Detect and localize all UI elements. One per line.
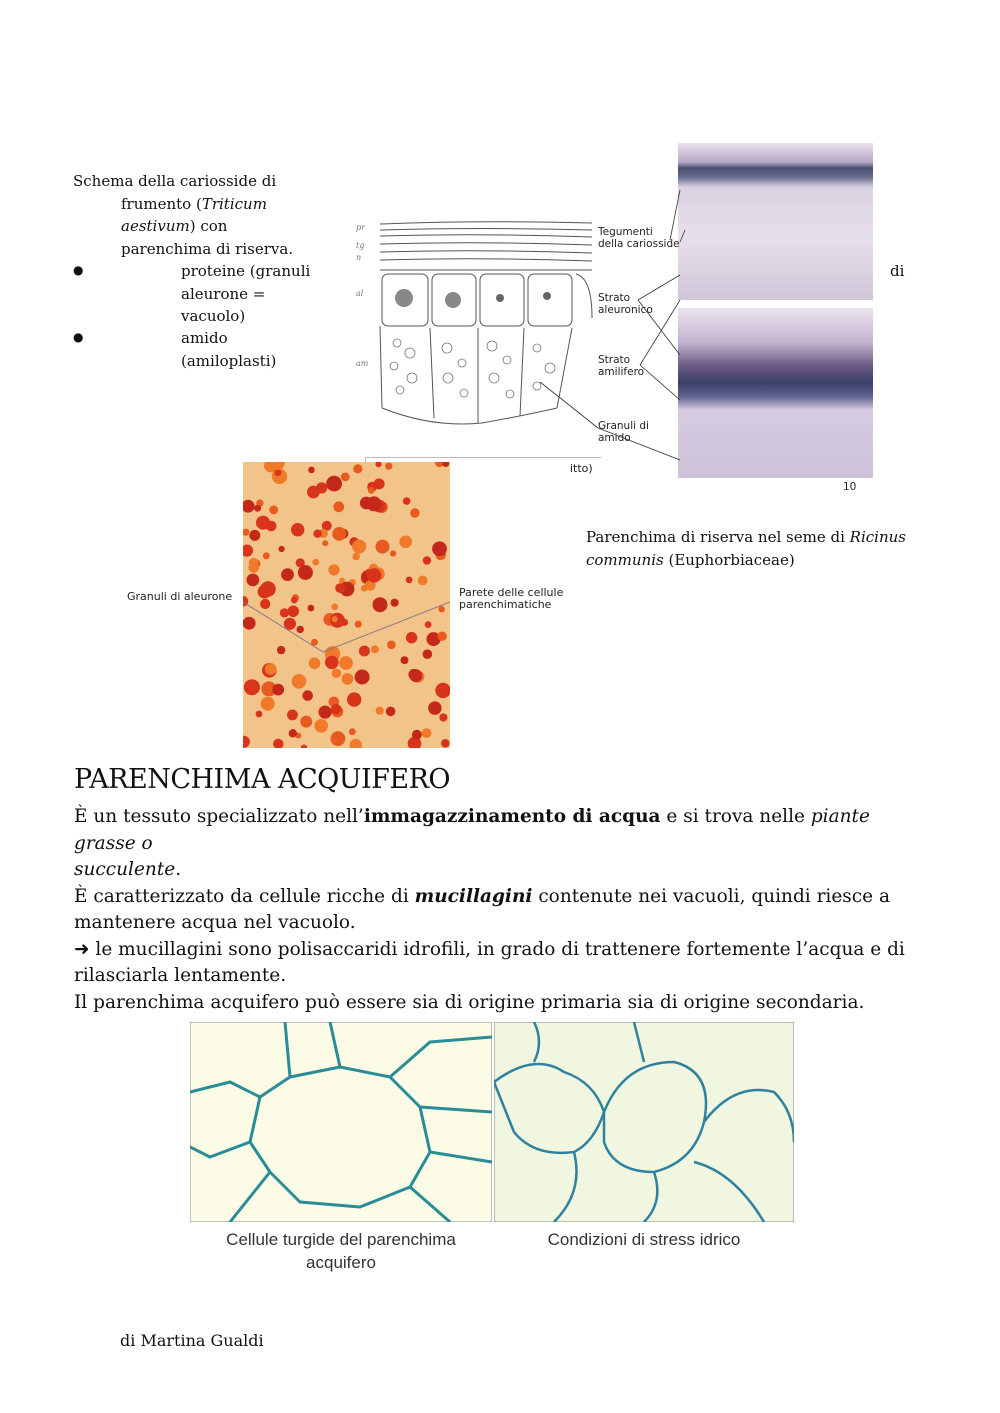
label-text: amido bbox=[598, 432, 631, 444]
text: le mucillagini sono polisaccaridi idrofili, in grado di trattenere fortemente l’acqua e di bbox=[89, 938, 905, 960]
aleurone-grain bbox=[275, 469, 282, 476]
label-text: amilifero bbox=[598, 366, 645, 378]
aleurone-grain bbox=[269, 506, 278, 515]
aleurone-grain bbox=[258, 585, 272, 599]
aleurone-grain bbox=[347, 692, 361, 706]
aleurone-grain bbox=[280, 608, 289, 617]
aleurone-grain bbox=[254, 505, 261, 512]
aleurone-grain bbox=[332, 527, 346, 541]
species-epithet: communis bbox=[586, 550, 664, 569]
bullet-text: vacuolo) bbox=[181, 307, 246, 325]
text: . bbox=[175, 859, 182, 880]
aleurone-grain bbox=[297, 626, 304, 633]
micrograph-caryopsis-bottom bbox=[678, 308, 873, 478]
aleurone-grain bbox=[331, 603, 338, 610]
aleurone-grain bbox=[355, 670, 370, 685]
aleurone-grain bbox=[256, 516, 270, 530]
bullet-text: aleurone = bbox=[181, 284, 266, 303]
aleurone-grain bbox=[386, 707, 396, 717]
aleurone-grain bbox=[352, 540, 366, 554]
side-letter: am bbox=[356, 359, 369, 368]
label-text: Tegumenti bbox=[598, 226, 653, 238]
aleurone-grain bbox=[339, 656, 353, 670]
caption-line bbox=[73, 215, 333, 238]
aleurone-grain bbox=[406, 577, 413, 584]
aleurone-grain bbox=[249, 530, 260, 541]
caption-line: Schema della cariosside di bbox=[73, 172, 277, 190]
aleurone-grain bbox=[432, 541, 447, 556]
aleurone-grain bbox=[256, 711, 263, 718]
aleurone-grain bbox=[243, 617, 256, 630]
italic-text: succulente bbox=[74, 859, 176, 880]
species-genus: Ricinus bbox=[849, 528, 906, 546]
label-text: Granuli di bbox=[598, 420, 649, 432]
aleurone-grain bbox=[367, 568, 381, 582]
aleurone-grain bbox=[319, 706, 332, 719]
bold-text: immagazzinamento di acqua bbox=[363, 806, 661, 827]
arrow-icon: ➜ bbox=[74, 938, 90, 960]
aleurone-grain bbox=[441, 739, 450, 748]
aleurone-grain bbox=[355, 621, 362, 628]
label-granuli-aleurone: Granuli di aleurone bbox=[127, 590, 233, 603]
aleurone-grain bbox=[341, 473, 350, 482]
side-letter: n bbox=[356, 253, 362, 262]
aleurone-grain bbox=[287, 606, 299, 618]
aleurone-grain bbox=[390, 550, 396, 556]
aleurone-grain bbox=[313, 530, 321, 538]
aleurone-grain bbox=[326, 476, 342, 492]
species-genus: Triticum bbox=[201, 194, 267, 213]
aleurone-grain bbox=[376, 540, 390, 554]
aleurone-grain bbox=[331, 731, 346, 746]
aleurone-grain bbox=[333, 501, 344, 512]
aleurone-grain bbox=[401, 656, 409, 664]
aleurone-grain bbox=[292, 674, 307, 689]
aleurone-grain bbox=[265, 663, 277, 675]
aleurone-grain bbox=[418, 576, 428, 586]
aleurone-grain bbox=[335, 583, 345, 593]
label-parete-cellule bbox=[459, 587, 563, 611]
aleurone-grain bbox=[261, 697, 275, 711]
aleurone-grain bbox=[371, 645, 379, 653]
bullet-text: proteine (granuli bbox=[181, 262, 311, 280]
aleurone-grain bbox=[359, 646, 370, 657]
aleurone-grain bbox=[422, 728, 432, 738]
aleurone-grain bbox=[260, 599, 270, 609]
bold-italic-text: mucillagini bbox=[414, 885, 533, 907]
aleurone-grain bbox=[352, 553, 360, 561]
aleurone-grain bbox=[322, 540, 328, 546]
text: contenute nei vacuoli, quindi riesce a bbox=[532, 885, 891, 907]
aleurone-grain bbox=[307, 486, 320, 499]
aleurone-grain bbox=[428, 701, 441, 714]
aleurone-grain bbox=[309, 658, 321, 670]
aleurone-grain bbox=[373, 597, 388, 612]
paragraph-2 bbox=[74, 884, 934, 937]
aleurone-grain bbox=[332, 616, 338, 622]
water-caption-right: Condizioni di stress idrico bbox=[547, 1230, 741, 1249]
text: È caratterizzato da cellule ricche di bbox=[74, 885, 415, 907]
label-text: parenchimatiche bbox=[459, 598, 552, 611]
bullet-item-proteins bbox=[181, 260, 321, 328]
aleurone-grain bbox=[247, 574, 260, 587]
aleurone-grain bbox=[302, 690, 313, 701]
section-body bbox=[74, 804, 934, 1016]
aleurone-grain bbox=[312, 559, 319, 566]
caption-text: Cellule turgide del parenchima bbox=[226, 1230, 456, 1249]
aleurone-grain bbox=[391, 599, 399, 607]
aleurone-grain bbox=[272, 684, 284, 696]
label-text: Parete delle cellule bbox=[459, 586, 564, 599]
aleurone-grain bbox=[376, 707, 384, 715]
aleurone-grain bbox=[437, 632, 446, 641]
aleurone-grain bbox=[331, 704, 341, 714]
water-parenchyma-micrograph-stress bbox=[494, 1022, 794, 1222]
aleurone-grain bbox=[325, 656, 339, 670]
aleurone-grain bbox=[308, 467, 315, 474]
stray-word: di bbox=[890, 262, 905, 280]
aleurone-grain bbox=[353, 464, 362, 473]
aleurone-grain bbox=[438, 606, 444, 612]
caption-text: frumento ( bbox=[121, 194, 202, 213]
aleurone-grain bbox=[263, 552, 270, 559]
aleurone-grain bbox=[291, 597, 298, 604]
aleurone-grain bbox=[279, 546, 285, 552]
footer-author: di Martina Gualdi bbox=[120, 1331, 264, 1350]
text: È un tessuto specializzato nell’ bbox=[74, 806, 364, 827]
side-letter: pr bbox=[356, 223, 365, 232]
aleurone-grain bbox=[412, 730, 422, 740]
label-text: della cariosside bbox=[598, 238, 680, 250]
caption-line bbox=[73, 193, 333, 216]
species-epithet: aestivum bbox=[121, 217, 190, 235]
aleurone-grain bbox=[287, 710, 298, 721]
aleurone-grain bbox=[314, 719, 328, 733]
aleurone-grain bbox=[298, 565, 313, 580]
aleurone-grain bbox=[308, 605, 315, 612]
bullet-dot: ● bbox=[73, 263, 84, 277]
aleurone-grain bbox=[406, 632, 417, 643]
caption-line: parenchima di riserva. bbox=[121, 239, 294, 258]
water-caption-left bbox=[190, 1228, 492, 1274]
caption-text: acquifero bbox=[306, 1253, 376, 1272]
caption-text: Parenchima di riserva nel seme di bbox=[586, 528, 850, 546]
aleurone-grain bbox=[423, 556, 431, 564]
aleurone-grain bbox=[399, 536, 412, 549]
aleurone-grain bbox=[435, 683, 450, 698]
micrograph-caryopsis-top bbox=[678, 143, 873, 300]
aleurone-grain bbox=[439, 713, 447, 721]
bullet-text: amido bbox=[181, 329, 228, 347]
aleurone-grain bbox=[410, 508, 419, 517]
aleurone-grain bbox=[249, 558, 258, 567]
paragraph-4: Il parenchima acquifero può essere sia di origine primaria sia di origine secondaria. bbox=[74, 991, 865, 1013]
aleurone-grain bbox=[244, 679, 260, 695]
paragraph-1 bbox=[74, 804, 934, 884]
aleurone-grain bbox=[277, 646, 285, 654]
aleurone-grain bbox=[385, 463, 392, 470]
side-letter: tg bbox=[356, 241, 365, 250]
label-text: Strato bbox=[598, 354, 631, 366]
ricinus-micrograph bbox=[243, 462, 450, 748]
bullet-dot: ● bbox=[73, 330, 84, 344]
text: mantenere acqua nel vacuolo. bbox=[74, 912, 356, 933]
paragraph-3 bbox=[74, 937, 934, 990]
aleurone-grain bbox=[342, 673, 354, 685]
aleurone-grain bbox=[332, 669, 341, 678]
partial-caption-text: itto) bbox=[570, 462, 593, 475]
aleurone-grain bbox=[425, 621, 432, 628]
label-text: Strato bbox=[598, 292, 631, 304]
ricinus-caption bbox=[586, 526, 926, 571]
side-letter: al bbox=[356, 289, 364, 298]
caption-text: ) con bbox=[189, 217, 228, 235]
label-text: aleuronico bbox=[598, 304, 653, 316]
text: e si trova nelle bbox=[660, 806, 811, 827]
bullet-item-starch bbox=[181, 327, 321, 372]
aleurone-grain bbox=[423, 649, 433, 659]
aleurone-grain bbox=[291, 523, 304, 536]
aleurone-grain bbox=[387, 641, 396, 650]
micrograph-number: 10 bbox=[843, 481, 857, 493]
aleurone-grain bbox=[367, 496, 382, 511]
caption-text: (Euphorbiaceae) bbox=[663, 550, 795, 569]
aleurone-grain bbox=[281, 568, 294, 581]
aleurone-grain bbox=[410, 669, 423, 682]
aleurone-grain bbox=[289, 729, 297, 737]
water-parenchyma-micrograph-turgid bbox=[190, 1022, 492, 1222]
aleurone-grain bbox=[403, 497, 411, 505]
aleurone-grain bbox=[368, 487, 375, 494]
leader-lines bbox=[520, 160, 700, 480]
aleurone-grain bbox=[349, 728, 356, 735]
bullet-text: (amiloplasti) bbox=[181, 351, 277, 370]
aleurone-grain bbox=[300, 716, 312, 728]
aleurone-grain bbox=[328, 564, 339, 575]
italic-text: piante grasse o bbox=[74, 806, 870, 854]
caryopsis-caption bbox=[73, 170, 333, 260]
text: rilasciarla lentamente. bbox=[74, 965, 287, 986]
section-title: PARENCHIMA ACQUIFERO bbox=[74, 764, 451, 795]
